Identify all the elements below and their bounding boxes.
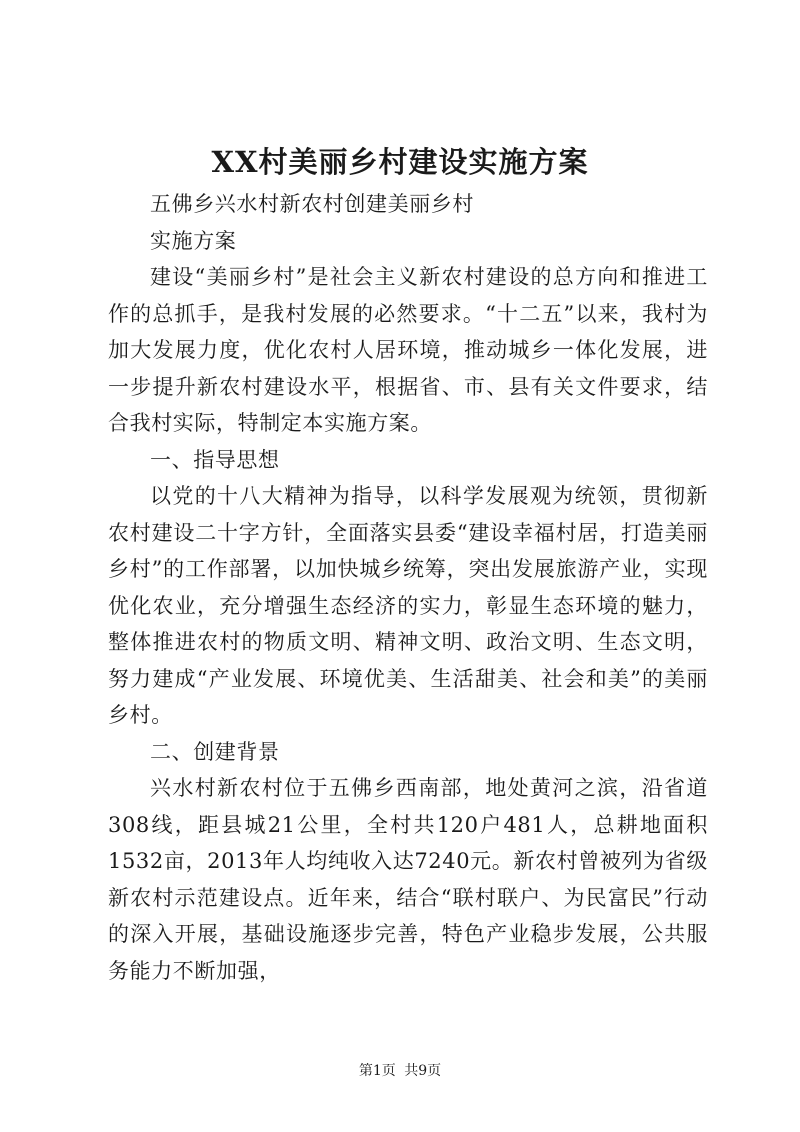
document-title: XX村美丽乡村建设实施方案 (211, 145, 589, 179)
paragraph-intro: 建设“美丽乡村”是社会主义新农村建设的总方向和推进工作的总抓手，是我村发展的必然要求。“十二五”以来，我村为加大发展力度，优化农村人居环境，推动城乡一体化发展，进一步提升新农村建设水平，根据省、市、县有关文件要求，结合我村实际，特制定本实施方案。 (108, 265, 708, 435)
paragraph-subtitle-plan: 实施方案 (150, 228, 237, 253)
page-number: 第1页 (358, 1063, 396, 1079)
page-total: 共9页 (404, 1063, 442, 1079)
page-footer (0, 1060, 800, 1080)
section-heading-background: 二、创建背景 (150, 739, 280, 764)
section-heading-guiding-thought: 一、指导思想 (150, 447, 280, 472)
document-body (108, 186, 708, 989)
paragraph-background: 兴水村新农村位于五佛乡西南部，地处黄河之滨，沿省道308线，距县城21公里，全村共120户481人，总耕地面积1532亩，2013年人均纯收入达7240元。新农村曾被列为省级新农村示范建设点。近年来，结合“联村联户、为民富民”行动的深入开展，基础设施逐步完善，特色产业稳步发展，公共服务能力不断加强， (108, 776, 708, 983)
paragraph-subtitle-village: 五佛乡兴水村新农村创建美丽乡村 (150, 192, 474, 216)
paragraph-guiding-thought: 以党的十八大精神为指导，以科学发展观为统领，贯彻新农村建设二十字方针，全面落实县委“建设幸福村居，打造美丽乡村”的工作部署，以加快城乡统筹，突出发展旅游产业，实现优化农业，充分增强生态经济的实力，彰显生态环境的魅力，整体推进农村的物质文明、精神文明、政治文明、生态文明，努力建成“产业发展、环境优美、生活甜美、社会和美”的美丽乡村。 (108, 484, 708, 727)
